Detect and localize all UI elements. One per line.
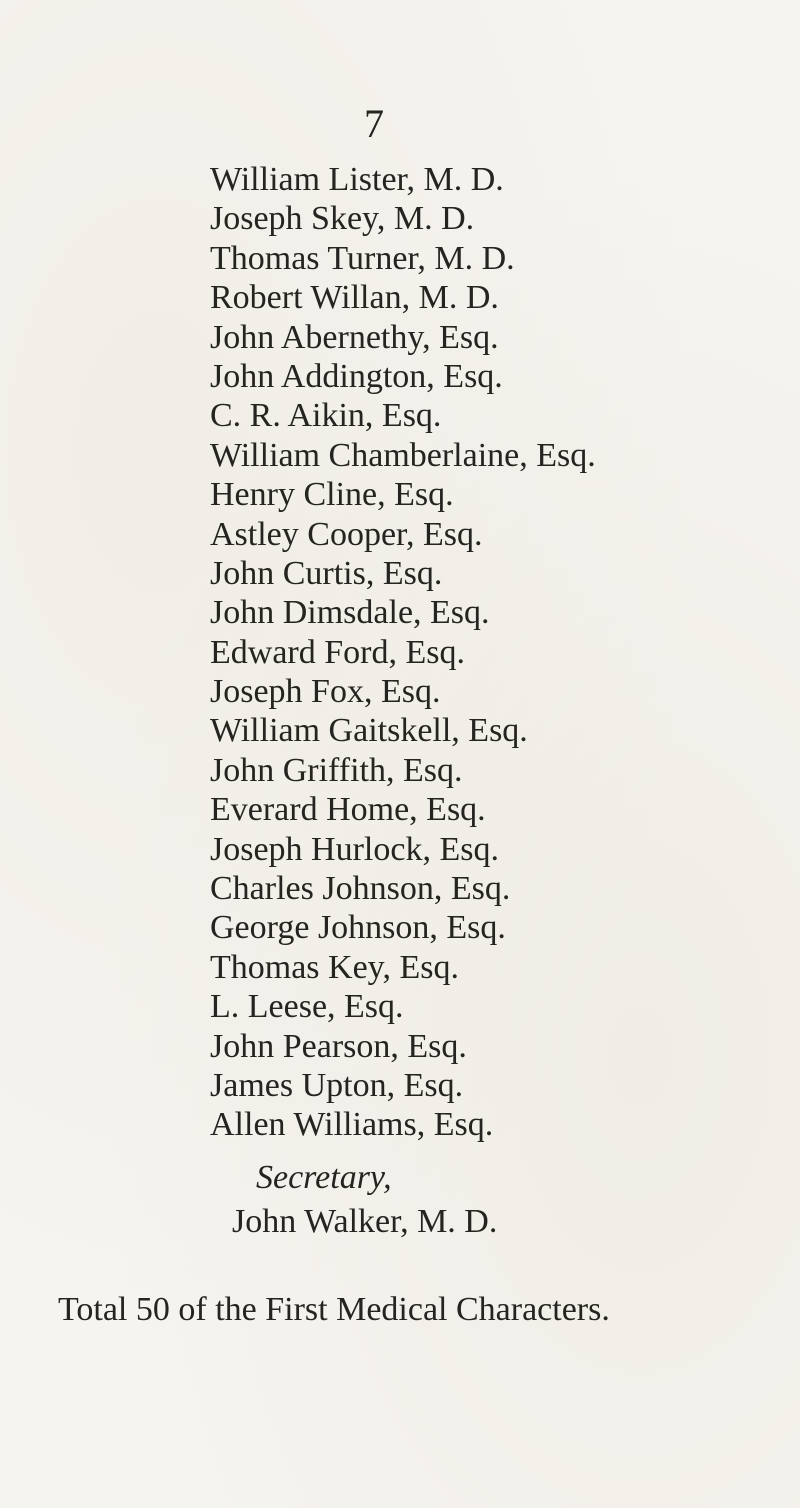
list-item: John Dimsdale, Esq. <box>210 594 490 632</box>
list-item: James Upton, Esq. <box>210 1066 464 1104</box>
list-item: Robert Willan, M. D. <box>210 279 499 317</box>
secretary-name: John Walker, M. D. <box>232 1203 498 1240</box>
list-item: John Pearson, Esq. <box>210 1027 467 1065</box>
list-item: John Addington, Esq. <box>210 357 503 395</box>
list-item: Everard Home, Esq. <box>210 791 486 829</box>
list-item: Allen Williams, Esq. <box>210 1106 494 1144</box>
list-item: William Lister, M. D. <box>210 161 504 198</box>
list-item: Joseph Hurlock, Esq. <box>210 830 499 868</box>
page-number: 7 <box>364 101 384 146</box>
list-item: John Curtis, Esq. <box>210 554 443 592</box>
list-item: Thomas Turner, M. D. <box>210 239 515 277</box>
list-item: John Griffith, Esq. <box>210 751 463 789</box>
list-item: John Abernethy, Esq. <box>210 318 499 356</box>
list-item: Henry Cline, Esq. <box>210 476 454 514</box>
secretary-heading: Secretary, <box>256 1159 392 1196</box>
list-item: Astley Cooper, Esq. <box>210 515 483 553</box>
list-item: C. R. Aikin, Esq. <box>210 397 442 435</box>
list-item: Charles Johnson, Esq. <box>210 870 511 908</box>
total-line: Total 50 of the First Medical Characters. <box>58 1291 610 1328</box>
list-item: Joseph Fox, Esq. <box>210 673 441 711</box>
list-item: Thomas Key, Esq. <box>210 948 459 986</box>
list-item: George Johnson, Esq. <box>210 909 506 947</box>
list-item: William Gaitskell, Esq. <box>210 712 528 750</box>
list-item: William Chamberlaine, Esq. <box>210 436 596 474</box>
list-item: L. Leese, Esq. <box>210 988 404 1026</box>
list-item: Joseph Skey, M. D. <box>210 200 475 238</box>
member-list <box>210 160 596 1145</box>
list-item: Edward Ford, Esq. <box>210 633 465 671</box>
